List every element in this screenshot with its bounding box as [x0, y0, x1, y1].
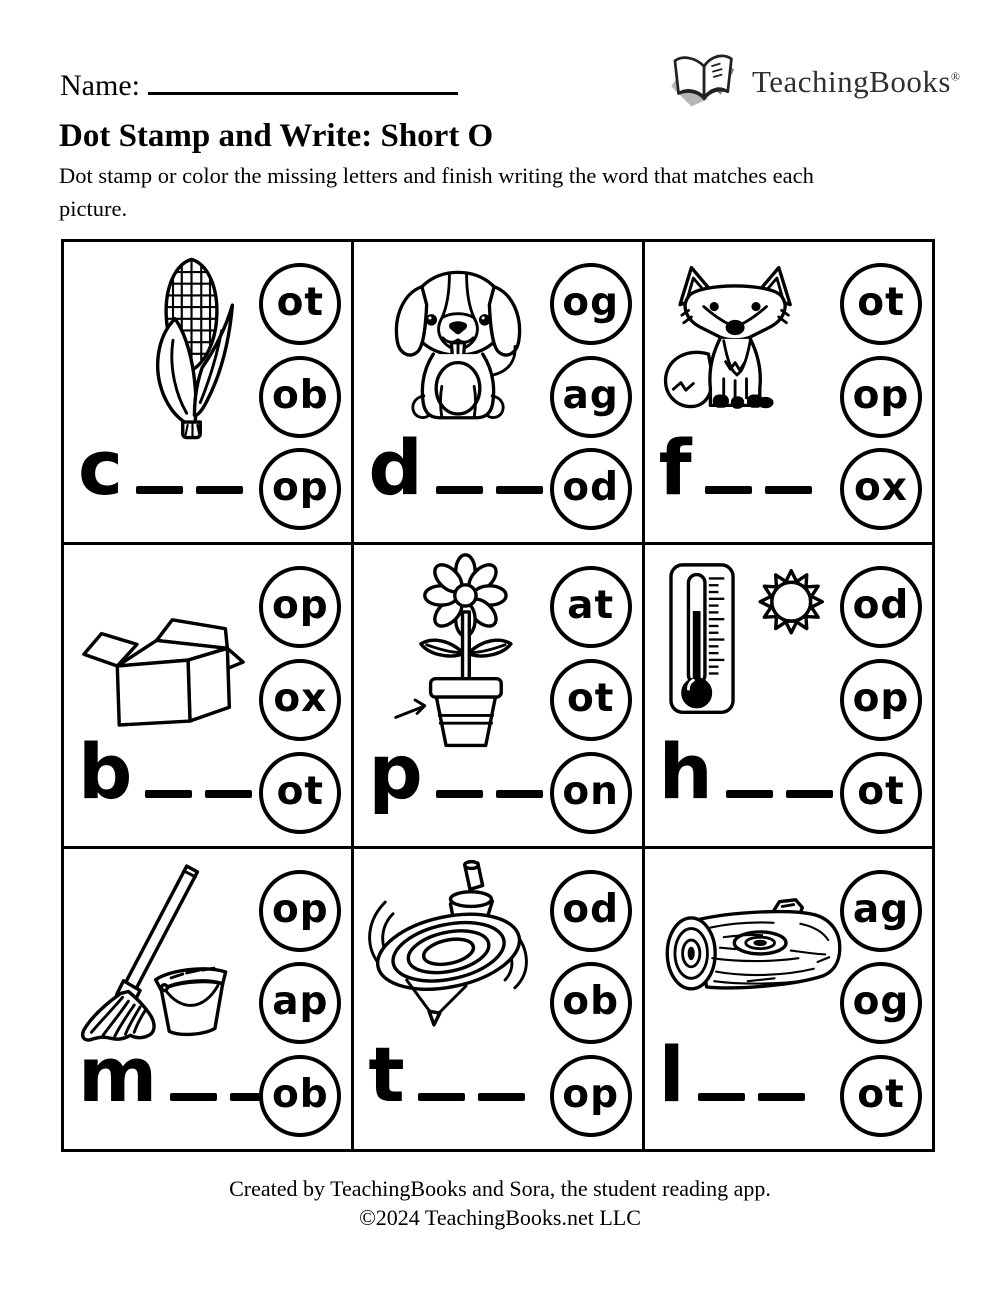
letter-option-circle[interactable]: op: [259, 448, 341, 530]
letter-options: [837, 263, 925, 530]
letter-option-circle[interactable]: og: [840, 962, 922, 1044]
worksheet-grid: [61, 239, 935, 1152]
write-blank[interactable]: [196, 486, 243, 494]
letter-option-circle[interactable]: ob: [550, 962, 632, 1044]
letter-option-circle[interactable]: og: [550, 263, 632, 345]
write-blank[interactable]: [726, 790, 773, 798]
word-line: [659, 727, 833, 816]
box-picture: [76, 603, 248, 736]
letter-option-circle[interactable]: ap: [259, 962, 341, 1044]
letter-option-circle[interactable]: od: [840, 566, 922, 648]
letter-option-circle[interactable]: ag: [840, 870, 922, 952]
registered-mark: ®: [950, 69, 961, 84]
word-initial-letter: b: [78, 726, 133, 816]
letter-option-circle[interactable]: ot: [550, 659, 632, 741]
teachingbooks-logo: [664, 46, 961, 117]
logo-wordmark: TeachingBooks®: [752, 63, 961, 99]
letter-option-circle[interactable]: op: [550, 1055, 632, 1137]
name-input-line[interactable]: [148, 66, 458, 95]
word-line: [659, 1030, 805, 1119]
letter-options: [547, 870, 635, 1137]
cell-top: [354, 849, 641, 1149]
letter-option-circle[interactable]: ox: [840, 448, 922, 530]
cell-dog: [354, 242, 641, 542]
letter-option-circle[interactable]: ox: [259, 659, 341, 741]
letter-options: [256, 263, 344, 530]
cell-log: [645, 849, 932, 1149]
write-blank[interactable]: [205, 790, 252, 798]
letter-options: [547, 263, 635, 530]
word-initial-letter: d: [368, 423, 423, 513]
write-blank[interactable]: [705, 486, 752, 494]
instructions: [59, 160, 939, 225]
letter-option-circle[interactable]: op: [259, 566, 341, 648]
footer-credit: Created by TeachingBooks and Sora, the student reading app.: [229, 1176, 771, 1201]
instructions-line1: Dot stamp or color the missing letters and finish writing the word that matches each: [59, 163, 814, 188]
hot-thermometer-sun-picture: [663, 561, 838, 726]
name-row: [60, 66, 458, 103]
dog-picture: [382, 262, 534, 435]
write-blank[interactable]: [478, 1093, 525, 1101]
letter-options: [837, 566, 925, 833]
letter-option-circle[interactable]: ot: [840, 1055, 922, 1137]
open-book-icon: [664, 46, 746, 117]
word-initial-letter: h: [658, 726, 713, 816]
letter-option-circle[interactable]: od: [550, 448, 632, 530]
mop-picture: [72, 861, 247, 1056]
log-picture: [655, 895, 850, 1013]
word-initial-letter: p: [368, 726, 423, 816]
write-blank[interactable]: [436, 790, 483, 798]
letter-options: [256, 870, 344, 1137]
word-initial-letter: c: [78, 423, 124, 513]
instructions-line2: picture.: [59, 195, 128, 221]
word-initial-letter: f: [658, 423, 692, 513]
spinning-top-picture: [356, 859, 546, 1032]
corn-picture: [136, 254, 248, 447]
cell-corn: [64, 242, 351, 542]
letter-option-circle[interactable]: op: [840, 356, 922, 438]
letter-option-circle[interactable]: on: [550, 752, 632, 834]
word-line: [368, 1030, 524, 1119]
name-label: Name:: [60, 69, 140, 102]
write-blank[interactable]: [170, 1093, 217, 1101]
letter-option-circle[interactable]: ob: [259, 1055, 341, 1137]
letter-option-circle[interactable]: ob: [259, 356, 341, 438]
write-blank[interactable]: [758, 1093, 805, 1101]
letter-options: [837, 870, 925, 1137]
cell-fox: [645, 242, 932, 542]
word-line: [659, 423, 812, 512]
write-blank[interactable]: [496, 486, 543, 494]
write-blank[interactable]: [786, 790, 833, 798]
write-blank[interactable]: [418, 1093, 465, 1101]
fox-picture: [661, 262, 813, 435]
write-blank[interactable]: [145, 790, 192, 798]
word-line: [78, 423, 243, 512]
letter-option-circle[interactable]: ag: [550, 356, 632, 438]
letter-option-circle[interactable]: ot: [259, 752, 341, 834]
cell-hot: [645, 545, 932, 845]
letter-options: [256, 566, 344, 833]
letter-option-circle[interactable]: od: [550, 870, 632, 952]
cell-box: [64, 545, 351, 845]
footer-copyright: ©2024 TeachingBooks.net LLC: [359, 1205, 641, 1230]
word-line: [368, 727, 542, 816]
word-initial-letter: m: [78, 1030, 158, 1119]
letter-options: [547, 566, 635, 833]
write-blank[interactable]: [436, 486, 483, 494]
word-initial-letter: t: [368, 1030, 405, 1119]
write-blank[interactable]: [496, 790, 543, 798]
letter-option-circle[interactable]: ot: [840, 263, 922, 345]
word-line: [368, 423, 542, 512]
write-blank[interactable]: [698, 1093, 745, 1101]
letter-option-circle[interactable]: ot: [840, 752, 922, 834]
word-initial-letter: l: [658, 1030, 685, 1119]
page-title: Dot Stamp and Write: Short O: [59, 118, 494, 154]
letter-option-circle[interactable]: op: [259, 870, 341, 952]
letter-option-circle[interactable]: op: [840, 659, 922, 741]
cell-mop: [64, 849, 351, 1149]
cell-pot: [354, 545, 641, 845]
write-blank[interactable]: [136, 486, 183, 494]
word-line: [78, 1030, 277, 1119]
write-blank[interactable]: [765, 486, 812, 494]
letter-option-circle[interactable]: at: [550, 566, 632, 648]
word-line: [78, 727, 252, 816]
letter-option-circle[interactable]: ot: [259, 263, 341, 345]
